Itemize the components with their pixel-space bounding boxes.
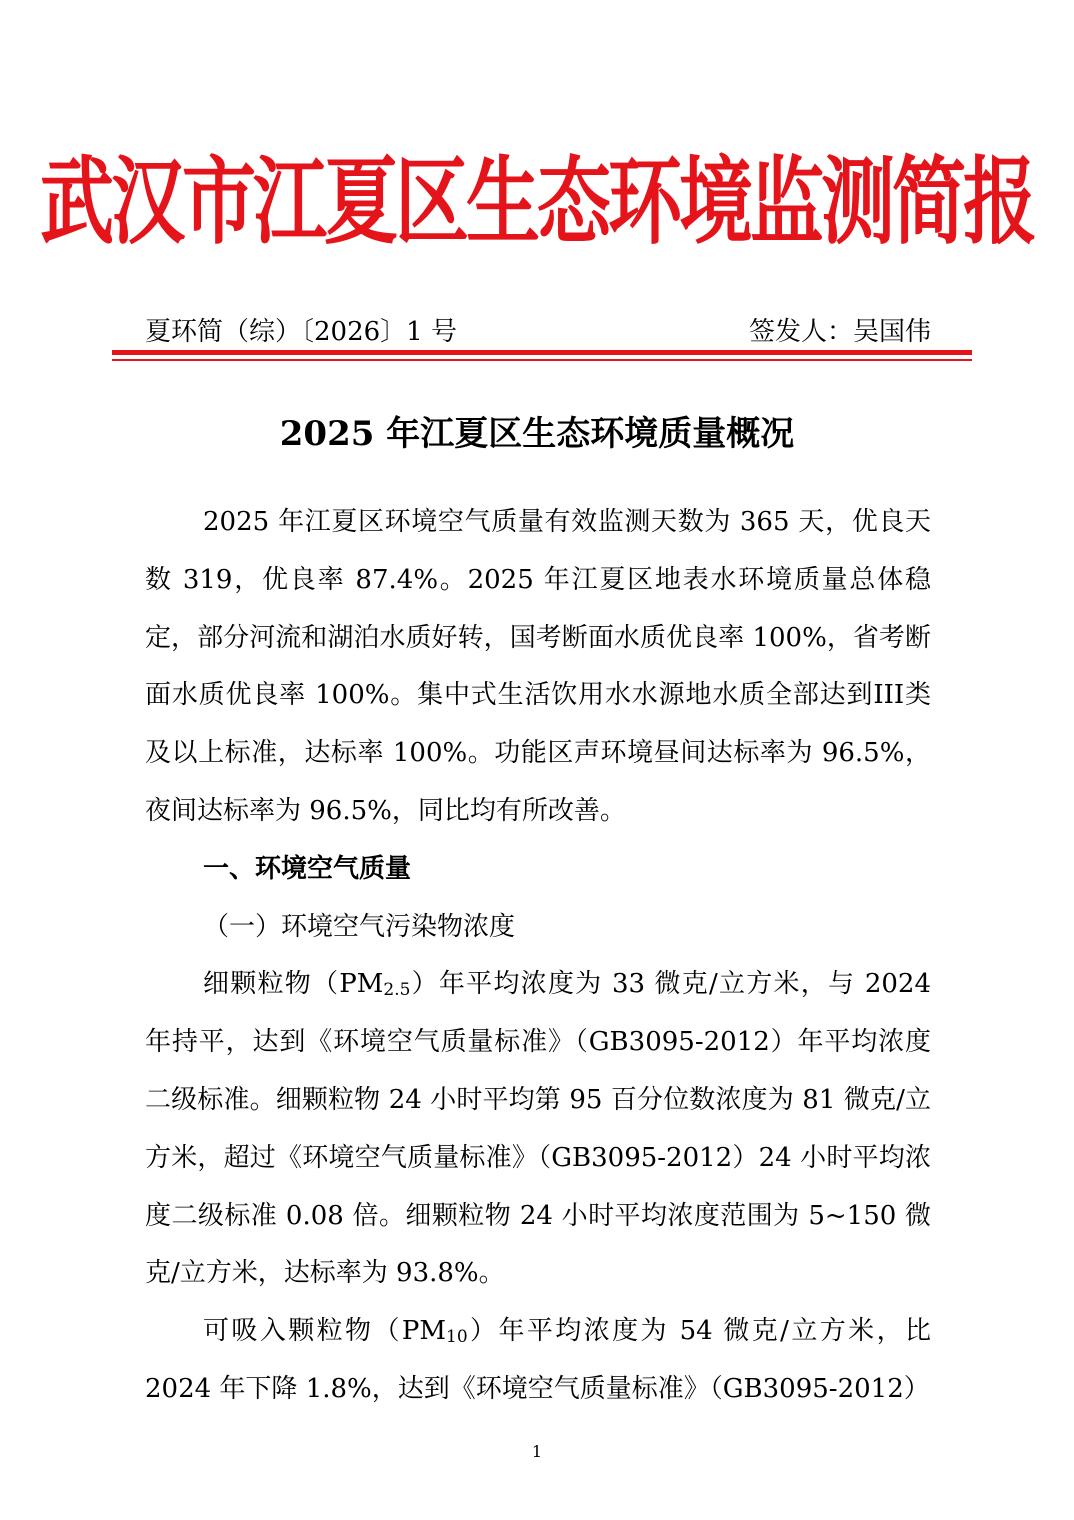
pm10-subscript: 10 (446, 1327, 468, 1348)
pm25-text-before: 细颗粒物（PM (203, 969, 384, 1000)
document-number: 夏环简（综）〔2026〕1 号 (145, 317, 457, 347)
pm10-paragraph (145, 1303, 931, 1419)
page-number: 1 (531, 1442, 543, 1461)
pm25-subscript: 2.5 (383, 980, 411, 1001)
pm10-text-after: ）年平均浓度为 54 微克/立方米，比 2024 年下降 1.8%，达到《环境空气质量标准》（GB3095-2012） (145, 1316, 931, 1404)
pm25-paragraph (145, 956, 931, 1303)
document-body (145, 494, 931, 1419)
red-rule-thick (112, 350, 972, 355)
signer: 签发人：吴国伟 (748, 317, 931, 347)
pm10-text-before: 可吸入颗粒物（PM (203, 1316, 446, 1347)
red-rule-thin (112, 359, 972, 361)
document-info-line (145, 312, 931, 352)
section-heading: 一、环境空气质量 (203, 853, 412, 884)
masthead-title: 武汉市江夏区生态环境监测简报 (40, 147, 1034, 258)
document-title: 2025 年江夏区生态环境质量概况 (279, 414, 795, 454)
pm25-text-after: ）年平均浓度为 33 微克/立方米，与 2024 年持平，达到《环境空气质量标准》（GB3095-2012）年平均浓度二级标准。细颗粒物 24 小时平均第 95 百分位数浓度为 81 微克/立方米，超过《环境空气质量标准》（GB3095-2012）24 小时平均浓度二级标准 0.08 倍。细颗粒物 24 小时平均浓度范围为 5~150 微克/立方米，达标率为 93.8%。 (145, 969, 931, 1289)
intro-paragraph: 2025 年江夏区环境空气质量有效监测天数为 365 天，优良天数 319，优良率 87.4%。2025 年江夏区地表水环境质量总体稳定，部分河流和湖泊水质好转，国考断面水质优良率 100%，省考断面水质优良率 100%。集中式生活饮用水水源地水质全部达到III类及以上标准，达标率 100%。功能区声环境昼间达标率为 96.5%，夜间达标率为 96.5%，同比均有所改善。 (145, 507, 931, 826)
subsection-heading: （一）环境空气污染物浓度 (203, 911, 516, 942)
